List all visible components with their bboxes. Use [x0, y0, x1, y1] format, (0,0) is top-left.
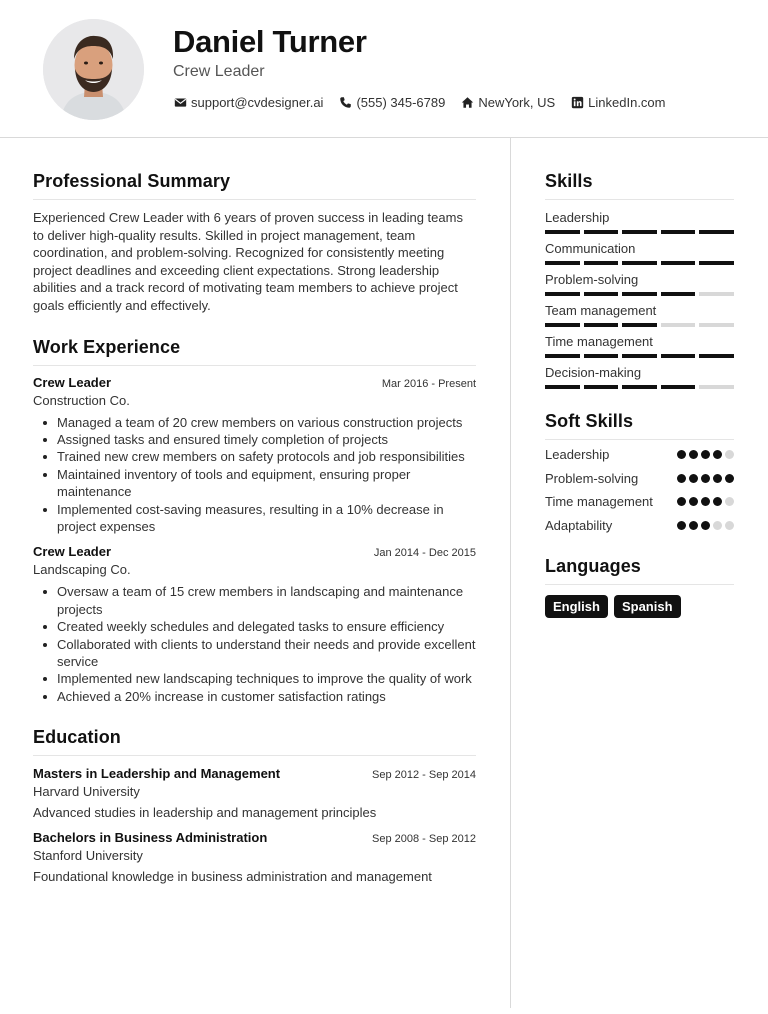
skill-level-segment	[584, 354, 619, 358]
skill-level-bar	[545, 230, 734, 234]
rating-dot	[677, 521, 686, 530]
rating-dot	[713, 474, 722, 483]
rating-dot	[689, 474, 698, 483]
job-bullet: Implemented cost-saving measures, resulting in a 10% decrease in project expenses	[57, 501, 476, 536]
job-date: Jan 2014 - Dec 2015	[373, 547, 476, 560]
soft-skill-rating	[677, 493, 734, 506]
skill-level-segment	[661, 292, 696, 296]
soft-skill-rating	[677, 470, 734, 483]
rating-dot	[725, 474, 734, 483]
skill-level-segment	[545, 385, 580, 389]
skill-level-segment	[584, 385, 619, 389]
contact-email-text: support@cvdesigner.ai	[191, 95, 324, 110]
education-heading: Education	[33, 727, 476, 756]
job-bullet: Achieved a 20% increase in customer satisfaction ratings	[57, 688, 476, 705]
contact-location-text: NewYork, US	[478, 95, 556, 110]
contact-email[interactable]	[173, 95, 323, 110]
summary-text: Experienced Crew Leader with 6 years of proven success in leading teams to deliver high-quality results. Skilled in project management, team coordination, and problem-solving. Recognized for consistently meeting project deadlines and exceeding client expectations. Strong leadership abilities and a track record of motivating team members to achieve project goals efficiently and effectively.	[33, 210, 463, 313]
education-description: Foundational knowledge in business administration and management	[33, 869, 432, 885]
skill-level-segment	[622, 292, 657, 296]
job-bullet: Created weekly schedules and delegated tasks to ensure efficiency	[57, 618, 476, 635]
education-entry	[33, 830, 476, 884]
skill-level-segment	[622, 354, 657, 358]
column-divider	[510, 138, 511, 1008]
degree-title: Masters in Leadership and Management	[33, 766, 281, 782]
experience-heading: Work Experience	[33, 337, 476, 366]
job-bullets	[57, 583, 476, 705]
skill-level-bar	[545, 385, 734, 389]
skill-level-segment	[584, 230, 619, 234]
language-badge: Spanish	[614, 595, 681, 618]
soft-skill-item	[545, 493, 734, 511]
job-company: Landscaping Co.	[33, 562, 131, 578]
job-entry	[33, 375, 476, 536]
skill-level-segment	[661, 261, 696, 265]
soft-skill-name: Problem-solving	[545, 470, 639, 486]
skill-level-segment	[545, 323, 580, 327]
skill-level-segment	[699, 261, 734, 265]
rating-dot	[677, 497, 686, 506]
skill-item	[545, 272, 734, 296]
rating-dot	[677, 474, 686, 483]
main-column	[33, 171, 476, 884]
skill-name: Problem-solving	[545, 272, 639, 287]
education-date: Sep 2012 - Sep 2014	[372, 769, 476, 782]
job-bullet: Collaborated with clients to understand their needs and provide excellent service	[57, 636, 476, 670]
education-date: Sep 2008 - Sep 2012	[372, 833, 476, 846]
soft-skills-list	[545, 446, 734, 534]
rating-dot	[713, 497, 722, 506]
resume-header	[0, 0, 768, 138]
skill-level-segment	[622, 261, 657, 265]
degree-title: Bachelors in Business Administration	[33, 830, 268, 846]
skill-level-segment	[699, 385, 734, 389]
skill-level-segment	[545, 230, 580, 234]
skill-level-bar	[545, 323, 734, 327]
skill-level-segment	[661, 385, 696, 389]
skill-level-segment	[584, 261, 619, 265]
skill-item	[545, 334, 734, 358]
contact-phone-text: (555) 345-6789	[356, 95, 446, 110]
soft-skill-name: Adaptability	[545, 517, 613, 533]
rating-dot	[701, 521, 710, 530]
rating-dot	[701, 450, 710, 459]
job-bullet: Implemented new landscaping techniques to improve the quality of work	[57, 670, 476, 687]
job-bullet: Oversaw a team of 15 crew members in landscaping and maintenance projects	[57, 583, 476, 618]
skill-level-bar	[545, 292, 734, 296]
soft-skill-item	[545, 446, 734, 464]
education-description: Advanced studies in leadership and management principles	[33, 805, 377, 821]
skill-name: Team management	[545, 303, 657, 318]
skill-level-segment	[661, 354, 696, 358]
skill-level-segment	[584, 292, 619, 296]
skill-item	[545, 365, 734, 389]
soft-skill-rating	[677, 517, 734, 530]
contact-linkedin-text: LinkedIn.com	[588, 95, 666, 110]
job-bullet: Managed a team of 20 crew members on various construction projects	[57, 414, 476, 431]
rating-dot	[725, 521, 734, 530]
language-badge: English	[545, 595, 608, 618]
linkedin-icon	[570, 96, 584, 110]
skill-level-segment	[699, 354, 734, 358]
skill-item	[545, 241, 734, 265]
phone-icon	[338, 96, 352, 110]
skill-name: Decision-making	[545, 365, 642, 380]
rating-dot	[713, 450, 722, 459]
skill-level-segment	[584, 323, 619, 327]
job-entry	[33, 544, 476, 705]
languages-heading: Languages	[545, 556, 734, 585]
skill-name: Communication	[545, 241, 636, 256]
soft-skill-rating	[677, 446, 734, 459]
skill-level-bar	[545, 354, 734, 358]
soft-skill-name: Leadership	[545, 447, 610, 462]
skill-level-segment	[661, 230, 696, 234]
skill-name: Time management	[545, 334, 653, 349]
skill-level-segment	[622, 323, 657, 327]
skill-item	[545, 210, 734, 234]
avatar-illustration	[43, 19, 144, 120]
job-role: Crew Leader	[33, 374, 112, 390]
contact-phone[interactable]	[338, 95, 445, 110]
skill-name: Leadership	[545, 210, 610, 225]
skill-level-segment	[545, 354, 580, 358]
contact-list	[173, 95, 681, 110]
rating-dot	[713, 521, 722, 530]
rating-dot	[725, 497, 734, 506]
languages-list	[545, 595, 734, 618]
skill-level-segment	[699, 323, 734, 327]
rating-dot	[689, 450, 698, 459]
candidate-name: Daniel Turner	[173, 24, 367, 59]
skills-list	[545, 210, 734, 389]
envelope-icon	[173, 96, 187, 110]
skill-level-segment	[699, 230, 734, 234]
rating-dot	[689, 521, 698, 530]
skill-level-segment	[622, 385, 657, 389]
rating-dot	[701, 474, 710, 483]
contact-linkedin[interactable]	[570, 95, 665, 110]
job-bullet: Maintained inventory of tools and equipment, ensuring proper maintenance	[57, 466, 476, 501]
summary-heading: Professional Summary	[33, 171, 476, 200]
contact-location	[460, 95, 555, 110]
soft-skill-item	[545, 517, 734, 535]
side-column	[545, 171, 734, 618]
skill-level-segment	[622, 230, 657, 234]
school-name: Stanford University	[33, 848, 143, 864]
job-bullet: Assigned tasks and ensured timely completion of projects	[57, 431, 476, 448]
rating-dot	[677, 450, 686, 459]
skill-level-segment	[699, 292, 734, 296]
skill-level-bar	[545, 261, 734, 265]
rating-dot	[701, 497, 710, 506]
home-icon	[460, 96, 474, 110]
skill-level-segment	[545, 261, 580, 265]
job-date: Mar 2016 - Present	[381, 377, 476, 390]
job-bullets	[57, 414, 476, 536]
rating-dot	[689, 497, 698, 506]
skills-heading: Skills	[545, 171, 734, 200]
skill-item	[545, 303, 734, 327]
profile-photo	[43, 19, 144, 120]
school-name: Harvard University	[33, 784, 140, 800]
skill-level-segment	[545, 292, 580, 296]
job-role: Crew Leader	[33, 544, 112, 560]
education-entry	[33, 766, 476, 820]
rating-dot	[725, 450, 734, 459]
job-bullet: Trained new crew members on safety protocols and job responsibilities	[57, 448, 476, 465]
candidate-title: Crew Leader	[173, 63, 265, 80]
skill-level-segment	[661, 323, 696, 327]
job-company: Construction Co.	[33, 392, 130, 408]
soft-skill-name: Time management	[545, 494, 653, 509]
soft-skills-heading: Soft Skills	[545, 411, 734, 440]
soft-skill-item	[545, 470, 734, 488]
